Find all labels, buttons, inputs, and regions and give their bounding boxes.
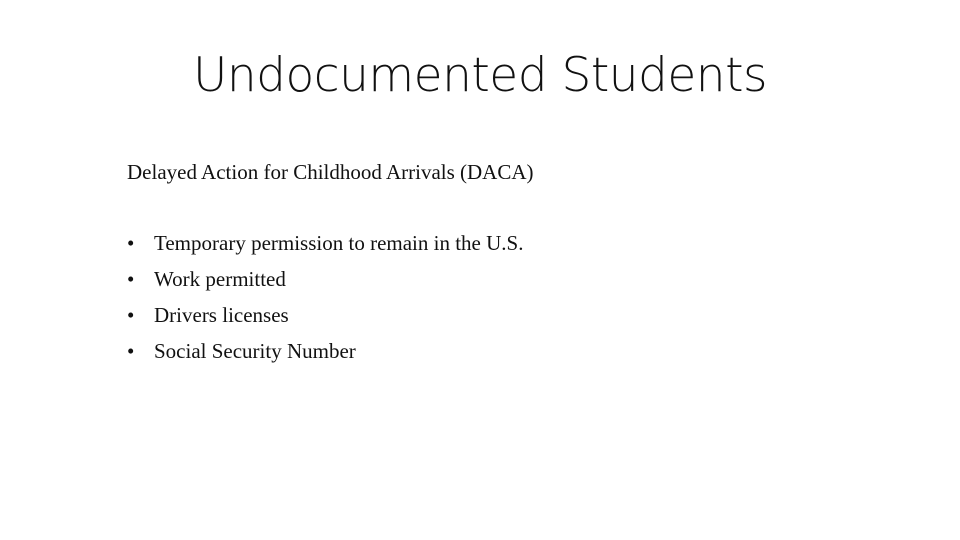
bullet-item [127, 301, 523, 337]
slide-subtitle: Delayed Action for Childhood Arrivals (DACA) [127, 160, 534, 184]
bullet-item [127, 265, 523, 301]
bullet-icon: • [127, 339, 135, 363]
bullet-list [127, 229, 523, 373]
bullet-text: Temporary permission to remain in the U.S. [154, 231, 524, 255]
bullet-text: Drivers licenses [154, 303, 289, 327]
bullet-item [127, 337, 523, 373]
bullet-text: Work permitted [154, 267, 286, 291]
bullet-icon: • [127, 267, 135, 291]
bullet-text: Social Security Number [154, 339, 356, 363]
slide-title: Undocumented Students [192, 48, 768, 103]
bullet-icon: • [127, 303, 135, 327]
bullet-item [127, 229, 523, 265]
bullet-icon: • [127, 231, 135, 255]
